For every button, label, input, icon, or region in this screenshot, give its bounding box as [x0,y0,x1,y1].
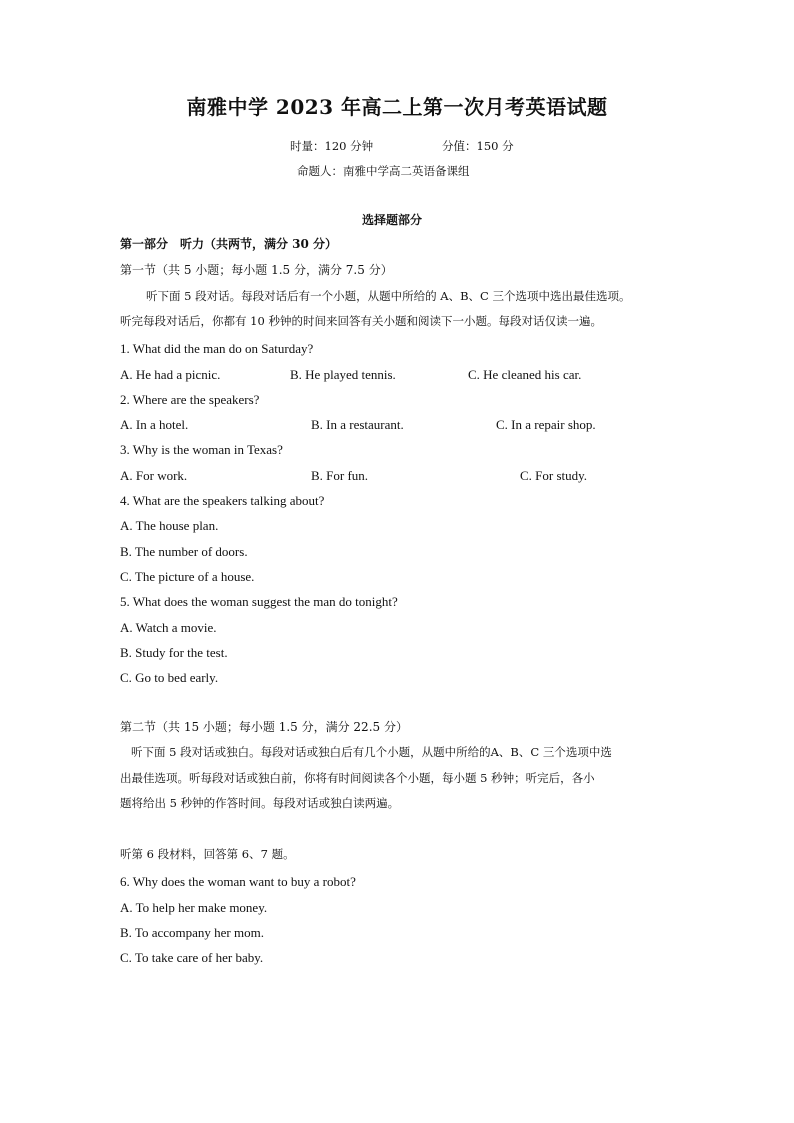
question-5: 5. What does the woman suggest the man do tonight? [120,594,398,609]
sec1-instruction-line1: 听下面 5 段对话。每段对话后有一个小题，从题中所给的 A、B、C 三个选项中选出最佳选项。 [146,289,631,303]
material-6-instruction: 听第 6 段材料，回答第 6、7 题。 [120,847,295,861]
q2-option-a: A. In a hotel. [120,417,189,432]
sec1-instruction-line2: 听完每段对话后，你都有 10 秒钟的时间来回答有关小题和阅读下一小题。每段对话仅读一遍。 [120,314,602,328]
sec2-instruction-line3: 题将给出 5 秒钟的作答时间。每段对话或独白读两遍。 [120,796,400,810]
q3-option-c: C. For study. [520,468,588,483]
q6-option-c: C. To take care of her baby. [120,950,264,965]
sec2-title: 第二节（共 15 小题；每小题 1.5 分，满分 22.5 分） [120,720,408,734]
q1-option-b: B. He played tennis. [290,367,396,382]
q1-option-c: C. He cleaned his car. [468,367,582,382]
question-4: 4. What are the speakers talking about? [120,493,325,508]
q6-option-b: B. To accompany her mom. [120,925,264,940]
q3-option-b: B. For fun. [311,468,369,483]
sec2-instruction-line2: 出最佳选项。听每段对话或独白前，你将有时间阅读各个小题，每小题 5 秒钟；听完后，各小 [120,771,595,785]
exam-author: 命题人：南雅中学高二英语备课组 [297,164,470,178]
question-2: 2. Where are the speakers? [120,392,260,407]
exam-time: 时量：120 分钟 [290,139,374,153]
q1-option-a: A. He had a picnic. [120,367,221,382]
q4-option-b: B. The number of doors. [120,544,248,559]
q2-option-b: B. In a restaurant. [311,417,404,432]
q4-option-a: A. The house plan. [120,518,219,533]
question-6: 6. Why does the woman want to buy a robot? [120,874,356,889]
question-1: 1. What did the man do on Saturday? [120,341,314,356]
q3-option-a: A. For work. [120,468,188,483]
part1-title: 第一部分 听力（共两节，满分 30 分） [120,237,338,251]
q5-option-b: B. Study for the test. [120,645,228,660]
q5-option-c: C. Go to bed early. [120,670,219,685]
q4-option-c: C. The picture of a house. [120,569,255,584]
q6-option-a: A. To help her make money. [120,900,268,915]
sec1-title: 第一节（共 5 小题；每小题 1.5 分，满分 7.5 分） [120,263,393,277]
exam-title: 南雅中学 2023 年高二上第一次月考英语试题 [186,95,608,119]
sec2-instruction-line1: 听下面 5 段对话或独白。每段对话或独白后有几个小题，从题中所给的A、B、C 三个选项中选 [131,745,612,759]
exam-score: 分值：150 分 [442,139,514,153]
question-3: 3. Why is the woman in Texas? [120,442,283,457]
section-title: 选择题部分 [362,213,423,227]
q5-option-a: A. Watch a movie. [120,620,217,635]
q2-option-c: C. In a repair shop. [496,417,596,432]
